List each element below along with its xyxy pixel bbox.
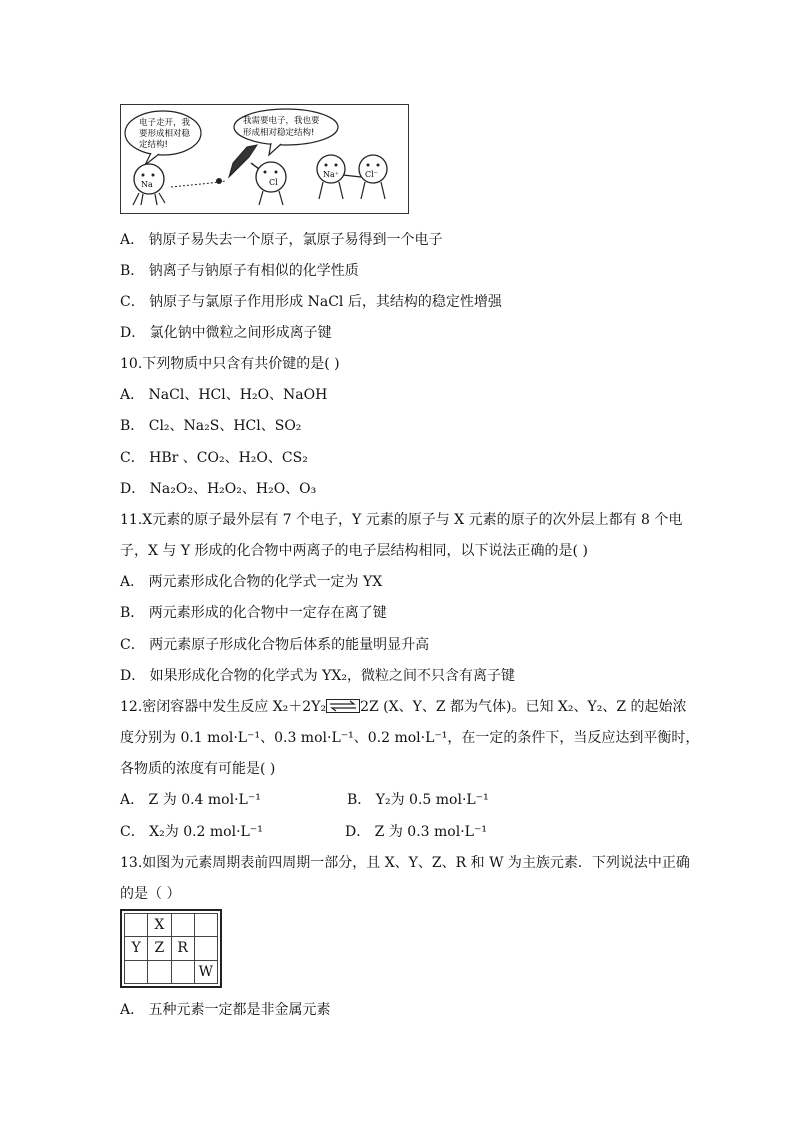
q9-option-c: C． 钠原子与氯原子作用形成 NaCl 后，其结构的稳定性增强: [120, 294, 502, 310]
cartoon-drawing: [121, 105, 408, 213]
atom-cl-label: Cl: [269, 178, 278, 187]
periodic-table-fragment: [120, 909, 222, 988]
table-cell: [171, 914, 194, 937]
q10-option-b: B． Cl₂、Na₂S、HCl、SO₂: [120, 418, 302, 434]
left-bubble-line2: 要形成相对稳: [139, 129, 191, 139]
q12-option-a: A． Z 为 0.4 mol·L⁻¹: [120, 792, 261, 808]
q12-option-d: D． Z 为 0.3 mol·L⁻¹: [345, 824, 487, 840]
q10-option-a: A． NaCl、HCl、H₂O、NaOH: [120, 387, 328, 403]
q11-stem-line2: 子，X 与 Y 形成的化合物中两离子的电子层结构相同，以下说法正确的是( ): [120, 543, 588, 559]
equilibrium-arrow-icon: [326, 699, 360, 717]
q9-option-b: B． 钠离子与钠原子有相似的化学性质: [120, 263, 359, 279]
q10-stem: 10.下列物质中只含有共价键的是( ): [120, 356, 340, 372]
q10-option-d: D． Na₂O₂、H₂O₂、H₂O、O₃: [120, 481, 317, 497]
table-cell: R: [171, 937, 194, 960]
na-cl-cartoon: [120, 104, 409, 214]
atom-na-label: Na: [141, 180, 153, 189]
q12-stem-post: 2Z (X、Y、Z 都为气体)。已知 X₂、Y₂、Z 的起始浓: [360, 699, 687, 715]
table-cell: [148, 960, 171, 983]
q12-stem-line3: 各物质的浓度有可能是( ): [120, 761, 276, 777]
left-bubble-line3: 定结构!: [139, 140, 168, 150]
table-cell: X: [148, 914, 171, 937]
q11-stem-line1: 11.X元素的原子最外层有 7 个电子，Y 元素的原子与 X 元素的原子的次外层上都有 8 个电: [120, 512, 683, 528]
table-cell: [194, 914, 217, 937]
table-cell: [125, 914, 148, 937]
ion-na-label: Na⁺: [323, 170, 339, 179]
q12-option-b: B． Y₂为 0.5 mol·L⁻¹: [347, 792, 489, 808]
q11-option-d: D． 如果形成化合物的化学式为 YX₂，微粒之间不只含有离子键: [120, 668, 515, 684]
q12-option-c: C． X₂为 0.2 mol·L⁻¹: [120, 824, 263, 840]
q12-stem-line1: [120, 696, 687, 717]
q12-stem-pre: 12.密闭容器中发生反应 X₂＋2Y₂: [120, 699, 327, 715]
q9-option-a: A． 钠原子易失去一个原子，氯原子易得到一个电子: [120, 232, 443, 248]
table-cell: [171, 960, 194, 983]
table-cell: [194, 937, 217, 960]
ion-cl-label: Cl⁻: [365, 170, 378, 179]
table-cell: W: [194, 960, 217, 983]
table-row: [125, 960, 218, 983]
q9-option-d: D． 氯化钠中微粒之间形成离子键: [120, 325, 332, 341]
right-bubble-line2: 形成相对稳定结构!: [243, 128, 315, 138]
q10-option-c: C． HBr 、CO₂、H₂O、CS₂: [120, 450, 308, 466]
q13-option-a: A． 五种元素一定都是非金属元素: [120, 1002, 331, 1018]
table-row: [125, 914, 218, 937]
q11-option-c: C． 两元素原子形成化合物后体系的能量明显升高: [120, 637, 430, 653]
q12-stem-line2: 度分别为 0.1 mol·L⁻¹、0.3 mol·L⁻¹、0.2 mol·L⁻¹，在一定的条件下，当反应达到平衡时，: [120, 730, 700, 746]
table-row: [125, 937, 218, 960]
q13-stem-line1: 13.如图为元素周期表前四周期一部分，且 X、Y、Z、R 和 W 为主族元素．下列说法中正确: [120, 855, 690, 871]
left-bubble-line1: 电子走开，我: [139, 118, 191, 128]
table-cell: Z: [148, 937, 171, 960]
right-bubble-line1: 我需要电子，我也要: [243, 116, 320, 126]
q11-option-b: B． 两元素形成的化合物中一定存在离了键: [120, 605, 387, 621]
q11-option-a: A． 两元素形成化合物的化学式一定为 YX: [120, 574, 383, 590]
table-cell: Y: [125, 937, 148, 960]
table-cell: [125, 960, 148, 983]
q13-stem-line2: 的是（ ）: [120, 886, 181, 902]
